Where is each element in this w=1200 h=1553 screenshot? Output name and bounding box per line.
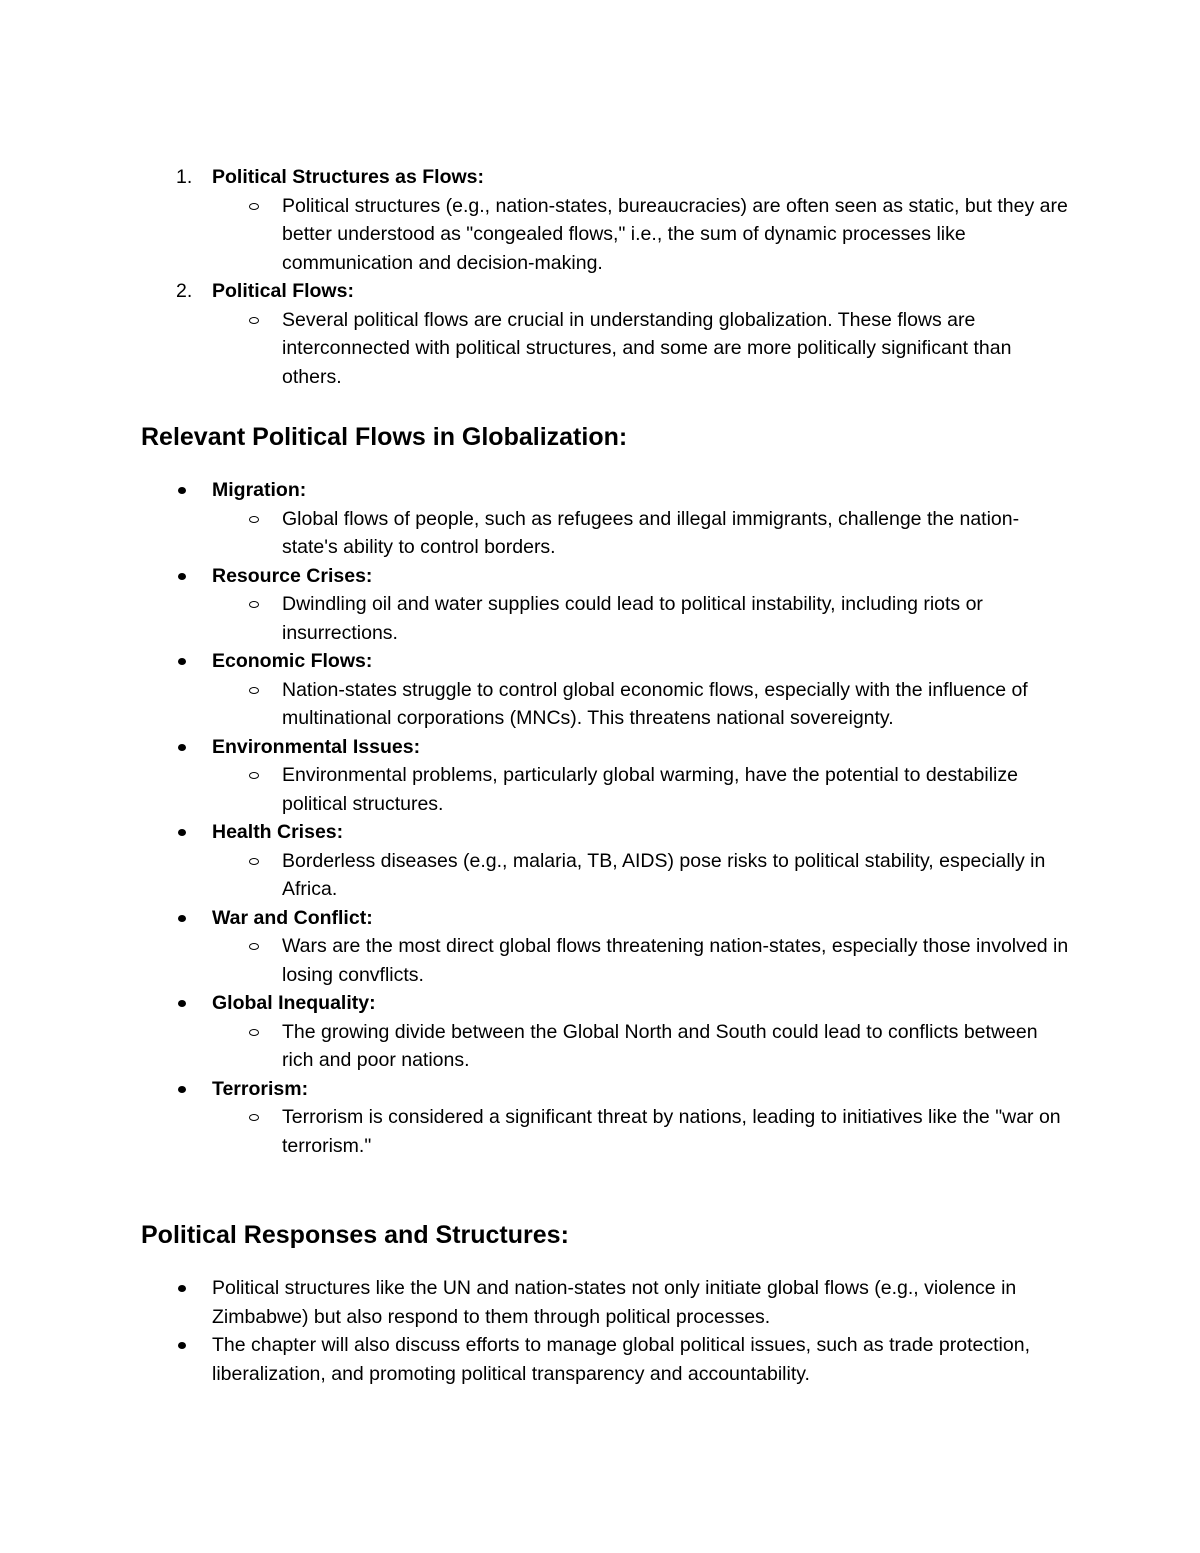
bullet-icon xyxy=(178,915,186,922)
sub-item xyxy=(282,1103,1072,1160)
list-item xyxy=(0,1075,1200,1161)
list-item xyxy=(0,1274,1200,1331)
sub-item xyxy=(282,192,1072,278)
list-item xyxy=(0,647,1200,733)
hollow-bullet-icon xyxy=(249,516,259,523)
section-heading-responses: Political Responses and Structures: xyxy=(141,1221,569,1249)
bullet-icon xyxy=(178,658,186,665)
list-item-text: Political structures like the UN and nation-states not only initiate global flows (e.g., violence in Zimbabwe) but also respond to them through political processes. xyxy=(212,1277,1017,1328)
item-title: Migration: xyxy=(212,479,307,501)
section-heading-flows: Relevant Political Flows in Globalization: xyxy=(141,423,628,451)
hollow-bullet-icon xyxy=(249,1029,259,1036)
sub-item-text: Political structures (e.g., nation-states, bureaucracies) are often seen as static, but they are better understood as "congealed flows," i.e., the sum of dynamic processes like communication and decision-making. xyxy=(282,194,1068,274)
list-item xyxy=(0,733,1200,819)
sub-item xyxy=(282,676,1072,733)
list-item xyxy=(0,562,1200,648)
sub-item-text: Nation-states struggle to control global economic flows, especially with the influence of multinational corporations (MNCs). This threatens national sovereignty. xyxy=(282,678,1028,729)
hollow-bullet-icon xyxy=(249,772,259,779)
responses-list xyxy=(0,1274,1200,1388)
list-number: 2. xyxy=(176,280,193,302)
sub-item xyxy=(282,306,1072,392)
item-title: Resource Crises: xyxy=(212,564,373,587)
item-title: Environmental Issues: xyxy=(212,735,421,758)
sub-item xyxy=(282,761,1072,818)
sub-item-text: Global flows of people, such as refugees and illegal immigrants, challenge the nation-state's ability to control borders. xyxy=(282,507,1020,558)
sub-item xyxy=(282,505,1072,562)
hollow-bullet-icon xyxy=(249,858,259,865)
item-title: Terrorism: xyxy=(212,1077,309,1100)
item-title: War and Conflict: xyxy=(212,906,373,929)
bullet-icon xyxy=(178,744,186,751)
sub-item-text: The growing divide between the Global North and South could lead to conflicts between rich and poor nations. xyxy=(282,1020,1038,1071)
bullet-icon xyxy=(178,829,186,836)
bullet-icon xyxy=(178,1342,186,1349)
item-title: Global Inequality: xyxy=(212,992,376,1014)
sub-item-text: Environmental problems, particularly global warming, have the potential to destabilize political structures. xyxy=(282,764,1018,815)
bullet-icon xyxy=(178,1285,186,1292)
sub-item xyxy=(282,932,1072,989)
sub-item xyxy=(282,1018,1072,1075)
numbered-list xyxy=(0,163,1200,391)
list-item xyxy=(0,818,1200,904)
sub-item xyxy=(282,590,1072,647)
list-item xyxy=(0,476,1200,562)
item-title: Political Structures as Flows: xyxy=(212,166,484,188)
hollow-bullet-icon xyxy=(249,1114,259,1121)
sub-item-text: Wars are the most direct global flows threatening nation-states, especially those involved in losing convflicts. xyxy=(282,935,1069,986)
flows-list xyxy=(0,476,1200,1160)
sub-item xyxy=(282,847,1072,904)
hollow-bullet-icon xyxy=(249,317,259,324)
bullet-icon xyxy=(178,573,186,580)
list-item xyxy=(0,989,1200,1075)
bullet-icon xyxy=(178,1086,186,1093)
bullet-icon xyxy=(178,487,186,494)
hollow-bullet-icon xyxy=(249,943,259,950)
item-title: Political Flows: xyxy=(212,280,354,302)
numbered-item-political-structures xyxy=(0,163,1200,277)
sub-item-text: Terrorism is considered a significant threat by nations, leading to initiatives like the "war on terrorism." xyxy=(282,1106,1061,1157)
sub-item-text: Dwindling oil and water supplies could lead to political instability, including riots or insurrections. xyxy=(282,593,983,644)
hollow-bullet-icon xyxy=(249,203,259,210)
sub-item-text: Borderless diseases (e.g., malaria, TB, AIDS) pose risks to political stability, especially in Africa. xyxy=(282,849,1046,900)
hollow-bullet-icon xyxy=(249,601,259,608)
list-item-text: The chapter will also discuss efforts to manage global political issues, such as trade protection, liberalization, and promoting political transparency and accountability. xyxy=(212,1334,1030,1385)
list-item xyxy=(0,1331,1200,1388)
bullet-icon xyxy=(178,1000,186,1007)
item-title: Health Crises: xyxy=(212,821,344,843)
list-number: 1. xyxy=(176,166,193,188)
sub-item-text: Several political flows are crucial in understanding globalization. These flows are interconnected with political structures, and some are more politically significant than others. xyxy=(282,308,1012,388)
list-item xyxy=(0,904,1200,990)
item-title: Economic Flows: xyxy=(212,650,373,672)
hollow-bullet-icon xyxy=(249,687,259,694)
numbered-item-political-flows xyxy=(0,277,1200,391)
